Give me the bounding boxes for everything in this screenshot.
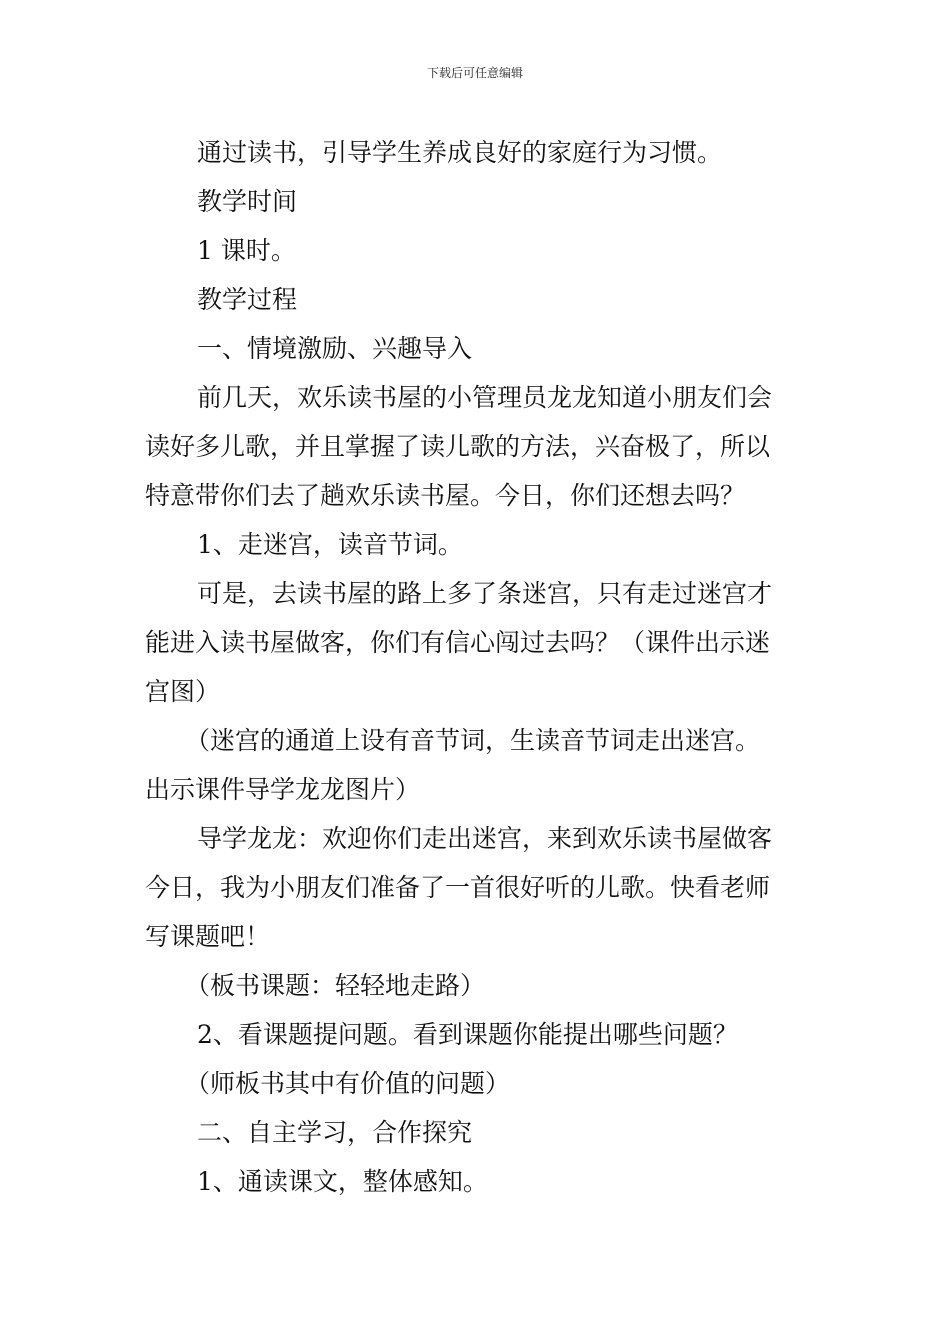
text-line: 可是，去读书屋的路上多了条迷宫，只有走过迷宫才 <box>197 579 773 608</box>
text-line: 能进入读书屋做客，你们有信心闯过去吗？（课件出示迷 <box>145 628 771 657</box>
text-line: 特意带你们去了趟欢乐读书屋。今日，你们还想去吗？ <box>145 481 746 510</box>
text-line: 出示课件导学龙龙图片） <box>145 775 421 804</box>
step-heading-questions: 2、看课题提问题。看到课题你能提出哪些问题？ <box>197 1020 738 1049</box>
paragraph-board-questions: （师板书其中有价值的问题） <box>185 1069 511 1098</box>
heading-teaching-time: 教学时间 <box>197 187 298 216</box>
section-heading-1: 一、情境激励、兴趣导入 <box>197 334 473 363</box>
step-heading-maze: 1、走迷宫，读音节词。 <box>197 530 463 559</box>
heading-teaching-process: 教学过程 <box>197 285 298 314</box>
document-body <box>145 128 810 1206</box>
text-line: 宫图） <box>145 677 221 706</box>
step-heading-read: 1、通读课文，整体感知。 <box>197 1167 488 1196</box>
section-heading-2: 二、自主学习，合作探究 <box>197 1118 473 1147</box>
paragraph-maze-note <box>145 716 810 814</box>
text-line: 导学龙龙：欢迎你们走出迷宫，来到欢乐读书屋做客 <box>197 824 773 853</box>
paragraph-maze <box>145 569 810 716</box>
text-line: 写课题吧！ <box>145 922 271 951</box>
page-header: 下载后可任意编辑 <box>426 66 523 80</box>
paragraph-board-title: （板书课题：轻轻地走路） <box>185 971 486 1000</box>
paragraph-lesson-count: 1 课时。 <box>197 236 296 265</box>
paragraph-longlong <box>145 814 810 961</box>
paragraph-goal: 通过读书，引导学生养成良好的家庭行为习惯。 <box>197 138 723 167</box>
text-line: （迷宫的通道上设有音节词，生读音节词走出迷宫。 <box>185 726 761 755</box>
text-line: 读好多儿歌，并且掌握了读儿歌的方法，兴奋极了，所以 <box>145 432 771 461</box>
text-line: 今日，我为小朋友们准备了一首很好听的儿歌。快看老师 <box>145 873 771 902</box>
text-line: 前几天，欢乐读书屋的小管理员龙龙知道小朋友们会 <box>197 383 773 412</box>
paragraph-intro <box>145 373 810 520</box>
